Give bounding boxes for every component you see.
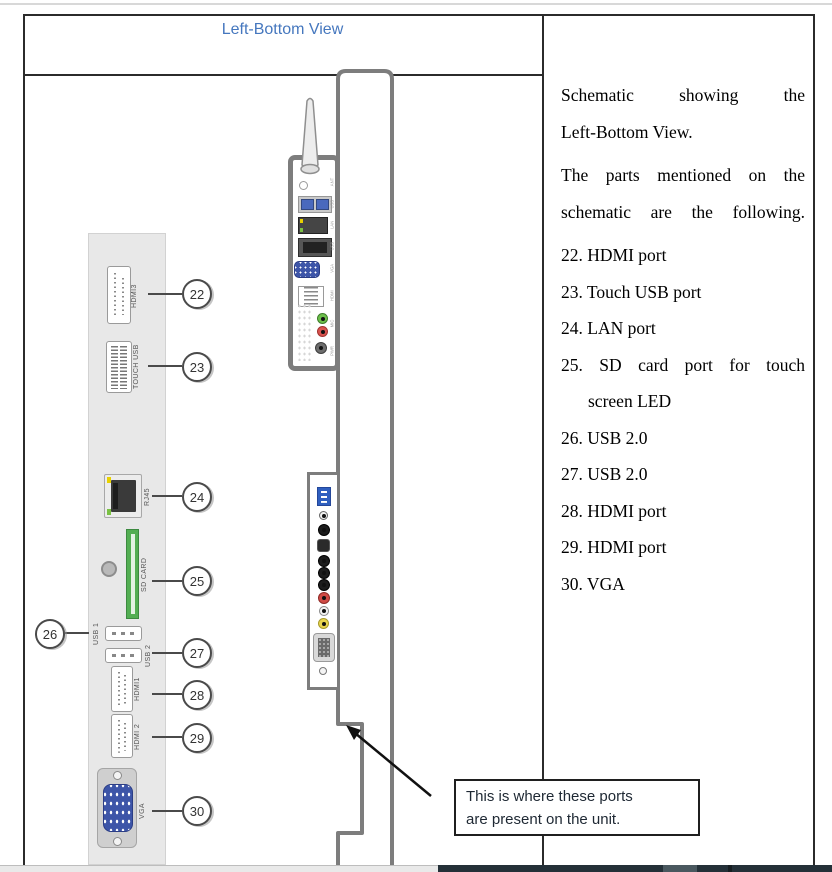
module-lan-port-icon bbox=[298, 217, 328, 234]
note-line-2: are present on the unit. bbox=[466, 811, 621, 828]
table-header-divider bbox=[23, 74, 544, 76]
av-jack-black-2 bbox=[318, 555, 330, 567]
sd-card-slot-icon bbox=[126, 529, 139, 619]
usb1-port-label: USB 1 bbox=[93, 622, 100, 646]
parts-list-item: 30. VGA bbox=[561, 573, 625, 594]
vga-connector bbox=[103, 784, 133, 832]
callout-line-24 bbox=[152, 495, 182, 497]
power-jack bbox=[315, 342, 327, 354]
note-callout-box bbox=[454, 779, 700, 836]
av-jack-black-4 bbox=[318, 579, 330, 591]
lan-led-yellow bbox=[300, 219, 303, 223]
av-module bbox=[307, 472, 340, 690]
taskbar-segment[interactable] bbox=[663, 865, 697, 872]
rj45-socket bbox=[111, 480, 136, 512]
panel-button-icon bbox=[101, 561, 117, 577]
callout-circle-30: 30 bbox=[182, 796, 212, 826]
hdmi3-port-label: HDMI3 bbox=[131, 284, 138, 308]
callout-circle-23: 23 bbox=[182, 352, 212, 382]
module-side-label-vga: VGA bbox=[330, 263, 336, 273]
parts-list-item: 27. USB 2.0 bbox=[561, 464, 648, 484]
av-jack-black-1 bbox=[318, 524, 330, 536]
description-line: The parts mentioned on the bbox=[561, 165, 805, 185]
av-vga-port-icon bbox=[313, 633, 335, 662]
callout-circle-22: 22 bbox=[182, 279, 212, 309]
parts-list-item: 22. HDMI port bbox=[561, 245, 667, 265]
usb1-port-icon bbox=[105, 626, 142, 641]
hdmi1-port-label: HDMI1 bbox=[134, 677, 141, 701]
module-side-label-ant: ANT bbox=[330, 177, 336, 187]
module-side-label-usb: USB bbox=[330, 199, 336, 209]
av-rca-yellow bbox=[318, 618, 329, 629]
vga-port-label: VGA bbox=[139, 803, 146, 819]
rj45-led-green bbox=[107, 509, 111, 515]
module-dark-port-icon bbox=[298, 238, 332, 257]
lan-led-green bbox=[300, 228, 303, 232]
audio-jack-green bbox=[317, 313, 328, 324]
ops-module bbox=[288, 155, 340, 371]
callout-circle-28: 28 bbox=[182, 680, 212, 710]
parts-list-item: 26. USB 2.0 bbox=[561, 427, 648, 448]
callout-circle-26: 26 bbox=[35, 619, 65, 649]
hdmi2-port-icon bbox=[111, 714, 133, 758]
touch-usb-port-icon bbox=[106, 341, 132, 393]
callout-line-25 bbox=[152, 580, 182, 582]
description-column bbox=[561, 77, 805, 602]
module-side-label-hdmi: HDMI bbox=[330, 290, 336, 302]
description-line: Schematic showing the bbox=[561, 85, 805, 105]
callout-line-28 bbox=[152, 693, 182, 695]
hdmi2-port-label: HDMI 2 bbox=[134, 723, 141, 751]
av-svideo-port-icon bbox=[317, 539, 330, 552]
parts-list-item: 24. LAN port bbox=[561, 318, 656, 338]
description-line: Left-Bottom View. bbox=[561, 121, 693, 142]
page-title: Left-Bottom View bbox=[221, 21, 344, 38]
usb3-socket-right bbox=[316, 199, 329, 210]
av-rca-white bbox=[319, 606, 329, 616]
usb3-socket-left bbox=[301, 199, 314, 210]
rj45-port-label: RJ45 bbox=[144, 488, 151, 506]
callout-line-29 bbox=[152, 736, 182, 738]
callout-circle-25: 25 bbox=[182, 566, 212, 596]
description-line: schematic are the following. bbox=[561, 201, 805, 222]
usb2-port-icon bbox=[105, 648, 142, 663]
av-jack-black-3 bbox=[318, 567, 330, 579]
parts-list-item-wrap: screen LED bbox=[588, 391, 672, 411]
usb2-port-label: USB 2 bbox=[145, 644, 152, 668]
module-side-label-mic: MIC bbox=[330, 319, 336, 328]
module-side-label-usb2: USB bbox=[330, 241, 336, 251]
module-side-label-pwr: PWR bbox=[330, 346, 336, 356]
hdmi3-port-icon bbox=[107, 266, 131, 324]
window-bottom-edge bbox=[0, 865, 438, 872]
note-line-1: This is where these ports bbox=[466, 788, 633, 805]
callout-circle-27: 27 bbox=[182, 638, 212, 668]
callout-line-23 bbox=[148, 365, 182, 367]
parts-list-item: 23. Touch USB port bbox=[561, 281, 702, 302]
callout-line-26 bbox=[65, 632, 89, 634]
callout-circle-24: 24 bbox=[182, 482, 212, 512]
vga-screw-bottom bbox=[113, 837, 122, 846]
usb3-ports-icon bbox=[298, 196, 332, 213]
audio-jack-red bbox=[317, 326, 328, 337]
table-column-divider bbox=[542, 14, 544, 865]
sd-card-port-label: SD CARD bbox=[141, 557, 148, 593]
hdmi1-port-icon bbox=[111, 666, 133, 712]
page-top-divider bbox=[0, 3, 832, 5]
taskbar-divider bbox=[728, 865, 732, 872]
av-ring-jack bbox=[319, 511, 328, 520]
module-button-icon bbox=[299, 181, 308, 190]
module-side-label-lan: LAN bbox=[330, 220, 336, 229]
parts-list-item: 29. HDMI port bbox=[561, 537, 667, 557]
av-vga-pins bbox=[318, 638, 330, 657]
module-vga-port-icon bbox=[294, 261, 320, 278]
callout-line-30 bbox=[152, 810, 182, 812]
vga-port-icon bbox=[97, 768, 137, 848]
av-screw-icon bbox=[319, 667, 327, 675]
vga-screw-top bbox=[113, 771, 122, 780]
parts-list-item: 25. SD card port for touch bbox=[561, 354, 805, 375]
callout-line-27 bbox=[152, 652, 182, 654]
taskbar-sliver[interactable] bbox=[438, 865, 832, 872]
dark-port-socket bbox=[303, 242, 327, 253]
av-usb-port-icon bbox=[317, 487, 331, 506]
touch-usb-port-label: TOUCH USB bbox=[133, 344, 140, 390]
callout-circle-29: 29 bbox=[182, 723, 212, 753]
rj45-port-icon bbox=[104, 474, 142, 518]
rj45-led-yellow bbox=[107, 477, 111, 483]
parts-list-item: 28. HDMI port bbox=[561, 500, 667, 521]
av-rca-red bbox=[318, 592, 330, 604]
module-vent-holes bbox=[297, 303, 313, 361]
callout-line-22 bbox=[148, 293, 182, 295]
